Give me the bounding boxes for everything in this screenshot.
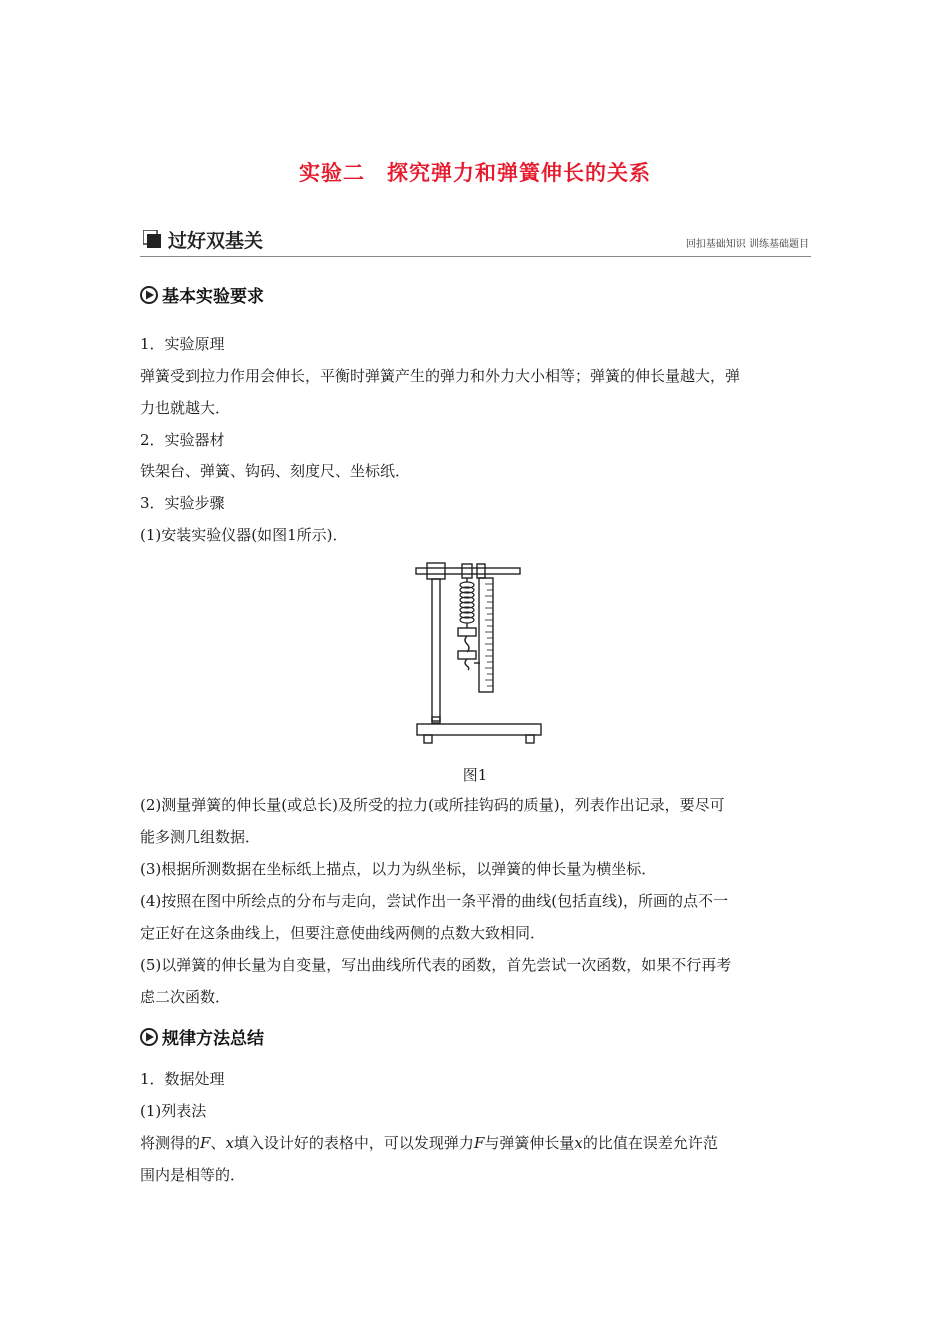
text-span: 填入设计好的表格中，可以发现弹力 bbox=[233, 1134, 474, 1152]
subheading-method-summary bbox=[140, 1024, 264, 1049]
subheading-text: 基本实验要求 bbox=[162, 287, 264, 307]
text-span: 将测得的 bbox=[140, 1134, 201, 1152]
variable-x: x bbox=[574, 1134, 583, 1152]
text-line: (5)以弹簧的伸长量为自变量，写出曲线所代表的函数，首先尝试一次函数，如果不行再考 bbox=[140, 956, 732, 974]
text-line: 围内是相等的． bbox=[140, 1166, 246, 1184]
section-header bbox=[140, 226, 811, 257]
text-line: 1．数据处理 bbox=[140, 1070, 225, 1088]
text-line: 力也就越大． bbox=[140, 399, 231, 417]
play-circle-icon bbox=[140, 286, 158, 304]
text-line: 3．实验步骤 bbox=[140, 494, 225, 512]
text-line: 定正好在这条曲线上，但要注意使曲线两侧的点数大致相同． bbox=[140, 924, 546, 942]
text-line: (4)按照在图中所绘点的分布与走向，尝试作出一条平滑的曲线(包括直线)，所画的点不一 bbox=[140, 892, 728, 910]
text-line: 虑二次函数． bbox=[140, 988, 231, 1006]
text-line: (2)测量弹簧的伸长量(或总长)及所受的拉力(或所挂钩码的质量)，列表作出记录，要尽可 bbox=[140, 796, 725, 814]
section-subtitle: 回扣基础知识 训练基础题目 bbox=[685, 239, 809, 250]
figure-caption: 图1 bbox=[462, 766, 488, 784]
text-line: (1)安装实验仪器(如图1所示)． bbox=[140, 526, 348, 544]
text-line: 能多测几组数据． bbox=[140, 828, 261, 846]
section-title: 过好双基关 bbox=[168, 230, 264, 252]
subheading-basic-requirements bbox=[140, 282, 264, 307]
page-title: 实验二 探究弹力和弹簧伸长的关系 bbox=[299, 161, 651, 185]
text-line: 1．实验原理 bbox=[140, 335, 225, 353]
text-line: (1)列表法 bbox=[140, 1102, 207, 1120]
text-line: 铁架台、弹簧、钩码、刻度尺、坐标纸． bbox=[140, 462, 411, 480]
section-square-icon bbox=[143, 230, 161, 248]
spring-apparatus-figure bbox=[414, 560, 544, 750]
text-line: 弹簧受到拉力作用会伸长，平衡时弹簧产生的弹力和外力大小相等；弹簧的伸长量越大，弹 bbox=[140, 367, 741, 385]
text-line: 2．实验器材 bbox=[140, 431, 225, 449]
subheading-text: 规律方法总结 bbox=[162, 1029, 264, 1049]
variable-F: F bbox=[473, 1134, 485, 1152]
text-span: 的比值在误差允许范 bbox=[582, 1134, 718, 1152]
variable-x: x bbox=[225, 1134, 234, 1152]
text-line: (3)根据所测数据在坐标纸上描点，以力为纵坐标，以弹簧的伸长量为横坐标． bbox=[140, 860, 657, 878]
play-circle-icon bbox=[140, 1028, 158, 1046]
text-line bbox=[140, 1133, 812, 1153]
variable-F: F bbox=[200, 1134, 211, 1152]
text-span: 、 bbox=[210, 1134, 226, 1152]
text-span: 与弹簧伸长量 bbox=[484, 1134, 575, 1152]
